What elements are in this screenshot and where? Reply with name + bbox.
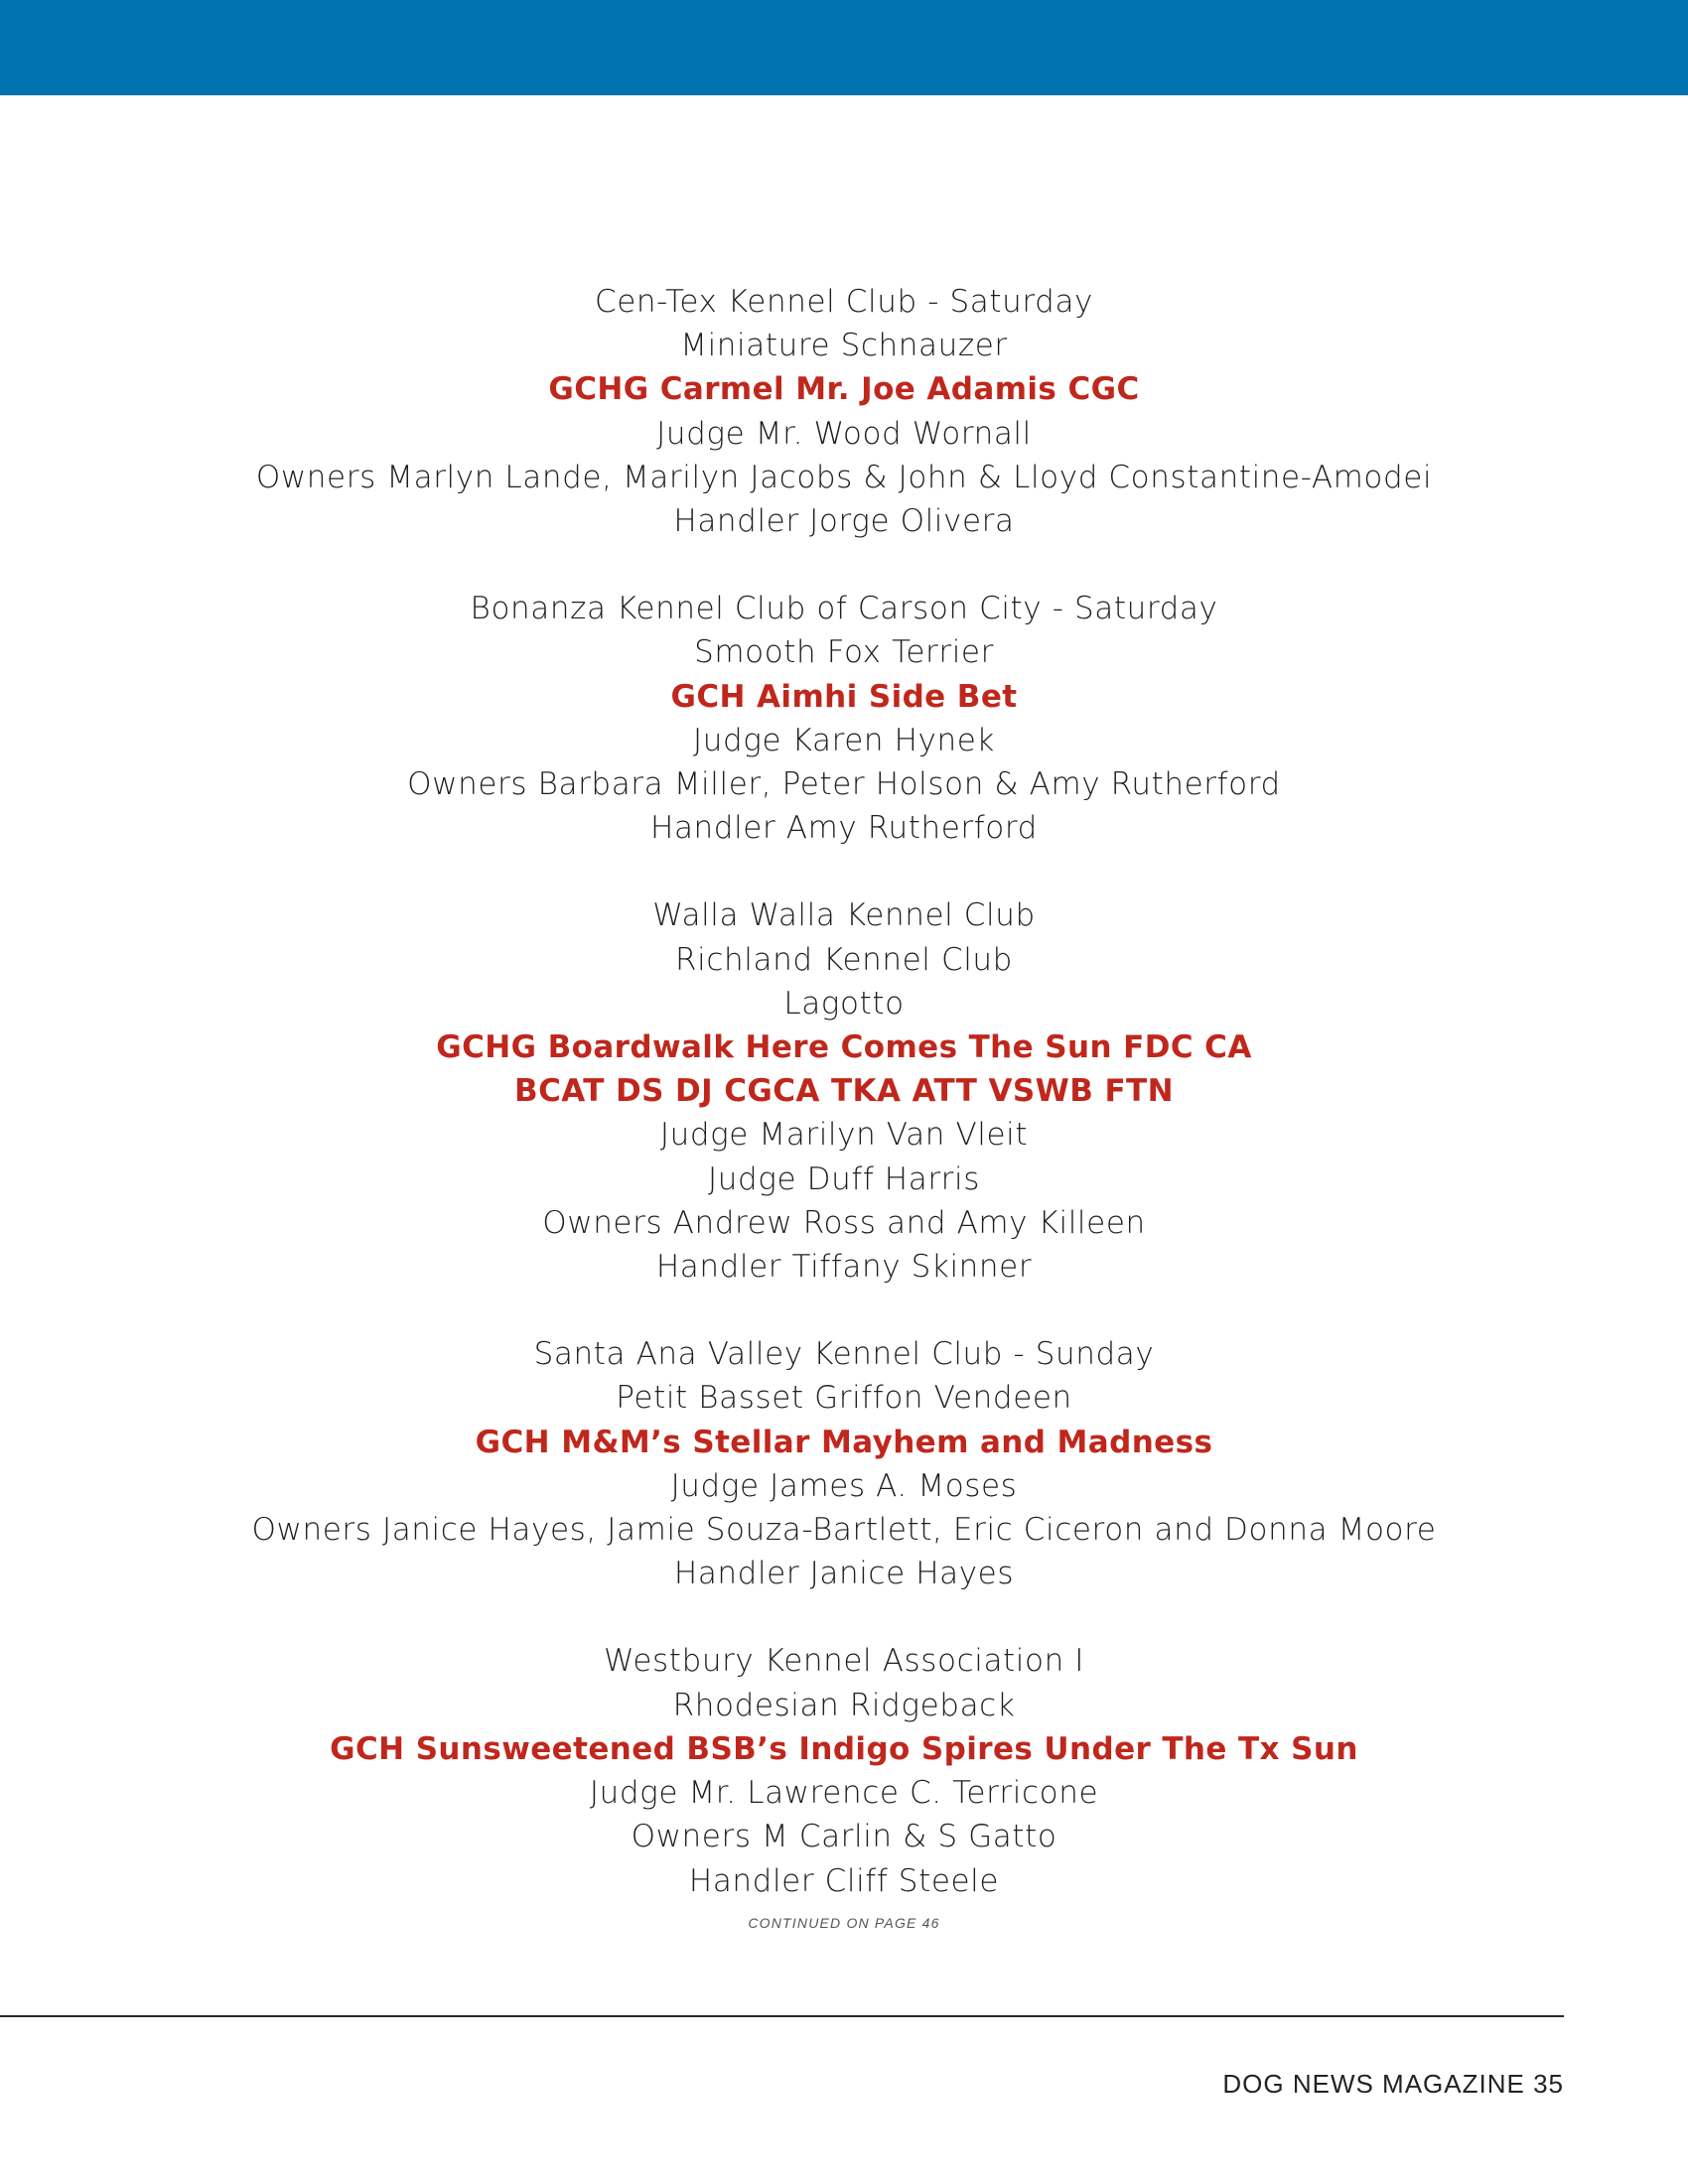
judge: Judge Marilyn Van Vleit <box>659 1117 1029 1154</box>
dog-name: GCH Aimhi Side Bet <box>670 678 1018 715</box>
breed: Rhodesian Ridgeback <box>672 1687 1016 1723</box>
dog-name: GCH Sunsweetened BSB’s Indigo Spires Under The Tx Sun <box>330 1730 1358 1767</box>
dog-titles: BCAT DS DJ CGCA TKA ATT VSWB FTN <box>514 1073 1174 1110</box>
judge: Judge James A. Moses <box>670 1467 1018 1504</box>
handler: Handler Tiffany Skinner <box>655 1249 1033 1286</box>
owners: Owners Andrew Ross and Amy Killeen <box>542 1204 1146 1241</box>
page-footer: DOG NEWS MAGAZINE 35 <box>1222 2069 1564 2099</box>
judge: Judge Duff Harris <box>708 1160 980 1197</box>
breed: Petit Basset Griffon Vendeen <box>616 1380 1072 1417</box>
footer-rule <box>0 2015 1564 2017</box>
handler: Handler Cliff Steele <box>688 1862 1000 1899</box>
breed: Lagotto <box>783 985 905 1022</box>
handler: Handler Amy Rutherford <box>650 810 1038 847</box>
show-name: Bonanza Kennel Club of Carson City - Saturday <box>470 591 1218 627</box>
dog-name: GCHG Boardwalk Here Comes The Sun FDC CA <box>436 1029 1252 1066</box>
winner-entry <box>0 280 1688 543</box>
handler: Handler Janice Hayes <box>673 1556 1015 1592</box>
winners-list <box>0 280 1688 1935</box>
show-name: Santa Ana Valley Kennel Club - Sunday <box>533 1336 1155 1373</box>
show-name: Westbury Kennel Association I <box>603 1643 1085 1680</box>
winner-entry <box>0 587 1688 850</box>
handler: Handler Jorge Olivera <box>673 503 1015 540</box>
breed: Smooth Fox Terrier <box>694 634 994 671</box>
judge: Judge Mr. Lawrence C. Terricone <box>589 1775 1099 1812</box>
judge: Judge Mr. Wood Wornall <box>656 415 1032 452</box>
owners: Owners Barbara Miller, Peter Holson & Amy Rutherford <box>407 766 1281 803</box>
show-name: Richland Kennel Club <box>675 941 1013 978</box>
owners: Owners M Carlin & S Gatto <box>631 1819 1057 1855</box>
continued-note: CONTINUED ON PAGE 46 <box>748 1914 940 1931</box>
header-band <box>0 0 1688 95</box>
breed: Miniature Schnauzer <box>680 328 1008 364</box>
judge: Judge Karen Hynek <box>693 722 995 758</box>
winner-entry <box>0 893 1688 1289</box>
owners: Owners Janice Hayes, Jamie Souza-Bartlett, Eric Ciceron and Donna Moore <box>251 1512 1437 1549</box>
owners: Owners Marlyn Lande, Marilyn Jacobs & John & Lloyd Constantine-Amodei <box>255 459 1433 495</box>
winner-entry <box>0 1639 1688 1902</box>
show-name: Cen-Tex Kennel Club - Saturday <box>595 284 1093 320</box>
show-name: Walla Walla Kennel Club <box>652 897 1036 934</box>
winner-entry <box>0 1332 1688 1595</box>
dog-name: GCH M&M’s Stellar Mayhem and Madness <box>475 1424 1213 1460</box>
dog-name: GCHG Carmel Mr. Joe Adamis CGC <box>548 371 1140 408</box>
